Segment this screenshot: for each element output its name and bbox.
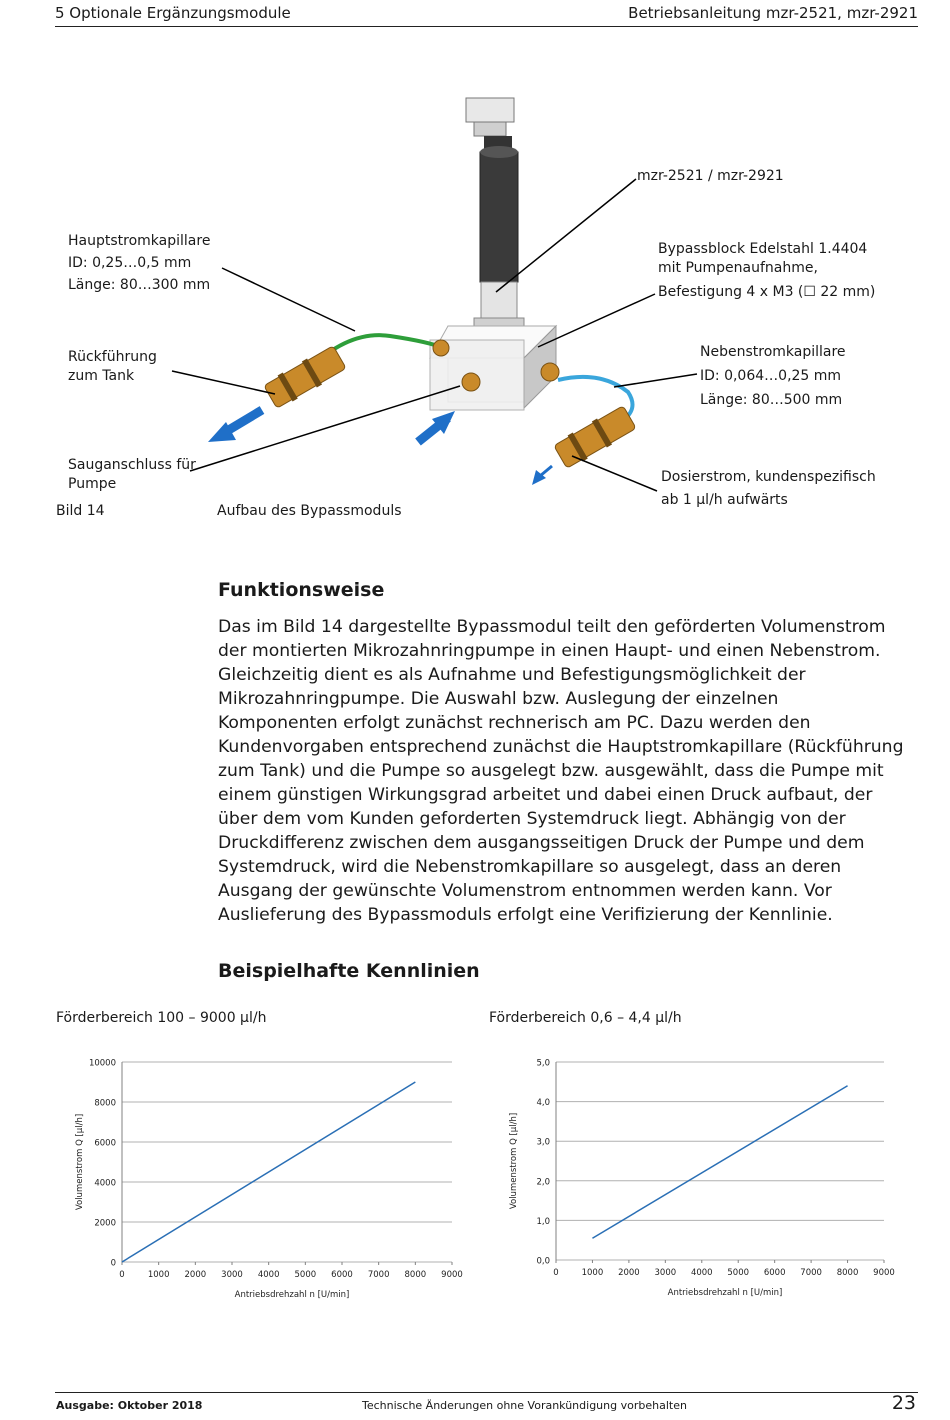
chart-1-title: Förderbereich 100 – 9000 µl/h	[56, 1010, 267, 1026]
series-line	[592, 1086, 847, 1238]
x-tick-label: 3000	[654, 1268, 677, 1278]
x-tick-label: 2000	[618, 1268, 640, 1278]
label-return: Rückführung zum Tank	[68, 349, 157, 384]
y-tick-label: 4,0	[536, 1098, 550, 1109]
bypass-block	[430, 326, 556, 410]
y-tick-label: 6000	[94, 1138, 116, 1149]
x-tick-label: 6000	[763, 1268, 786, 1278]
chart-1	[60, 1045, 480, 1315]
return-fitting	[263, 344, 347, 410]
pump-connector	[466, 98, 514, 154]
y-tick-label: 3,0	[536, 1137, 550, 1148]
x-tick-label: 3000	[221, 1270, 243, 1280]
footer-disclaimer: Technische Änderungen ohne Vorankündigung vorbehalten	[362, 1399, 687, 1412]
header-chapter: 5 Optionale Ergänzungsmodule	[55, 4, 291, 22]
label-suction: Sauganschluss für Pumpe	[68, 457, 196, 492]
x-tick-label: 5000	[727, 1268, 750, 1278]
y-tick-label: 1,0	[536, 1216, 550, 1227]
chart-2-title: Förderbereich 0,6 – 4,4 µl/h	[489, 1010, 682, 1026]
x-tick-label: 0	[119, 1270, 125, 1280]
chart-2	[500, 1045, 920, 1315]
side-port	[541, 363, 559, 381]
x-axis-label: Antriebsdrehzahl n [U/min]	[667, 1288, 783, 1298]
dosing-fitting	[553, 404, 637, 470]
header-document-title: Betriebsanleitung mzr-2521, mzr-2921	[628, 4, 918, 22]
section-heading-kennlinien: Beispielhafte Kennlinien	[218, 960, 480, 982]
flow-arrows	[208, 410, 552, 485]
label-bypass-block: Bypassblock Edelstahl 1.4404 mit Pumpenaufnahme, Befestigung 4 x M3 (☐ 22 mm)	[658, 241, 876, 300]
x-tick-label: 1000	[147, 1270, 170, 1280]
x-tick-label: 7000	[800, 1268, 822, 1278]
x-axis-label: Antriebsdrehzahl n [U/min]	[234, 1290, 350, 1300]
x-tick-label: 1000	[581, 1268, 604, 1278]
x-tick-label: 9000	[441, 1270, 463, 1280]
y-tick-label: 10000	[88, 1058, 116, 1069]
figure-caption-text: Aufbau des Bypassmoduls	[217, 503, 402, 519]
y-tick-label: 2000	[94, 1218, 116, 1229]
x-tick-label: 9000	[873, 1268, 895, 1278]
label-side-capillary: Nebenstromkapillare ID: 0,064…0,25 mm Länge: 80…500 mm	[700, 344, 846, 408]
footer-page-number: 23	[891, 1392, 916, 1414]
x-tick-label: 7000	[367, 1270, 390, 1280]
x-tick-label: 4000	[690, 1268, 713, 1278]
y-tick-label: 2,0	[536, 1177, 550, 1188]
section-body-funktionsweise: Das im Bild 14 dargestellte Bypassmodul teilt den geförderten Volumenstrom der montierten Mikrozahnringpumpe in einen Haupt- und einen Nebenstrom. Gleichzeitig dient es als Aufnahme und Befestigungsmöglichkeit der Mikrozahnringpumpe. Die Auswahl bzw. Auslegung der einzelnen Komponenten erfolgt zunächst rechnerisch am PC. Dazu werden den Kundenvorgaben entsprechend zunächst die Hauptstromkapillare (Rückführung zum Tank) und die Pumpe so ausgelegt bzw. ausgewählt, dass die Pumpe mit einem günstigen Wirkungsgrad arbeitet und dabei einen Druck aufbaut, der über dem vom Kunden geforderten Systemdruck liegt. Abhängig von der Druckdifferenz zwischen dem ausgangsseitigen Druck der Pumpe und dem Systemdruck, wird die Nebenstromkapillare so ausgelegt, dass an deren Ausgang der gewünschte Volumenstrom entnommen werden kann. Vor Auslieferung des Bypassmoduls erfolgt eine Verifizierung der Kennlinie.	[218, 617, 904, 925]
x-tick-label: 0	[553, 1268, 559, 1278]
y-tick-label: 0	[110, 1258, 116, 1269]
y-tick-label: 4000	[94, 1178, 116, 1189]
pump-motor	[474, 146, 524, 332]
y-axis-label: Volumenstrom Q [µl/h]	[75, 1113, 85, 1211]
footer-rule	[55, 1392, 918, 1393]
suction-port	[462, 373, 480, 391]
y-tick-label: 8000	[94, 1098, 116, 1109]
y-tick-label: 5,0	[536, 1058, 550, 1069]
x-tick-label: 8000	[836, 1268, 859, 1278]
x-tick-label: 6000	[331, 1270, 353, 1280]
section-heading-funktionsweise: Funktionsweise	[218, 579, 385, 601]
figure-caption-number: Bild 14	[56, 503, 105, 519]
label-main-capillary: Hauptstromkapillare ID: 0,25…0,5 mm Länge: 80…300 mm	[68, 233, 211, 293]
label-pump: mzr-2521 / mzr-2921	[637, 168, 784, 184]
series-line	[122, 1082, 415, 1262]
main-port	[433, 340, 449, 356]
x-tick-label: 5000	[294, 1270, 317, 1280]
y-axis-label: Volumenstrom Q [µl/h]	[509, 1112, 519, 1210]
label-dosing: Dosierstrom, kundenspezifisch ab 1 µl/h aufwärts	[661, 469, 876, 508]
x-tick-label: 8000	[404, 1270, 427, 1280]
x-tick-label: 2000	[184, 1270, 207, 1280]
leader-lines	[172, 179, 697, 491]
x-tick-label: 4000	[257, 1270, 280, 1280]
header-rule	[55, 26, 918, 27]
y-tick-label: 0,0	[536, 1256, 550, 1267]
footer-edition: Ausgabe: Oktober 2018	[56, 1399, 203, 1412]
